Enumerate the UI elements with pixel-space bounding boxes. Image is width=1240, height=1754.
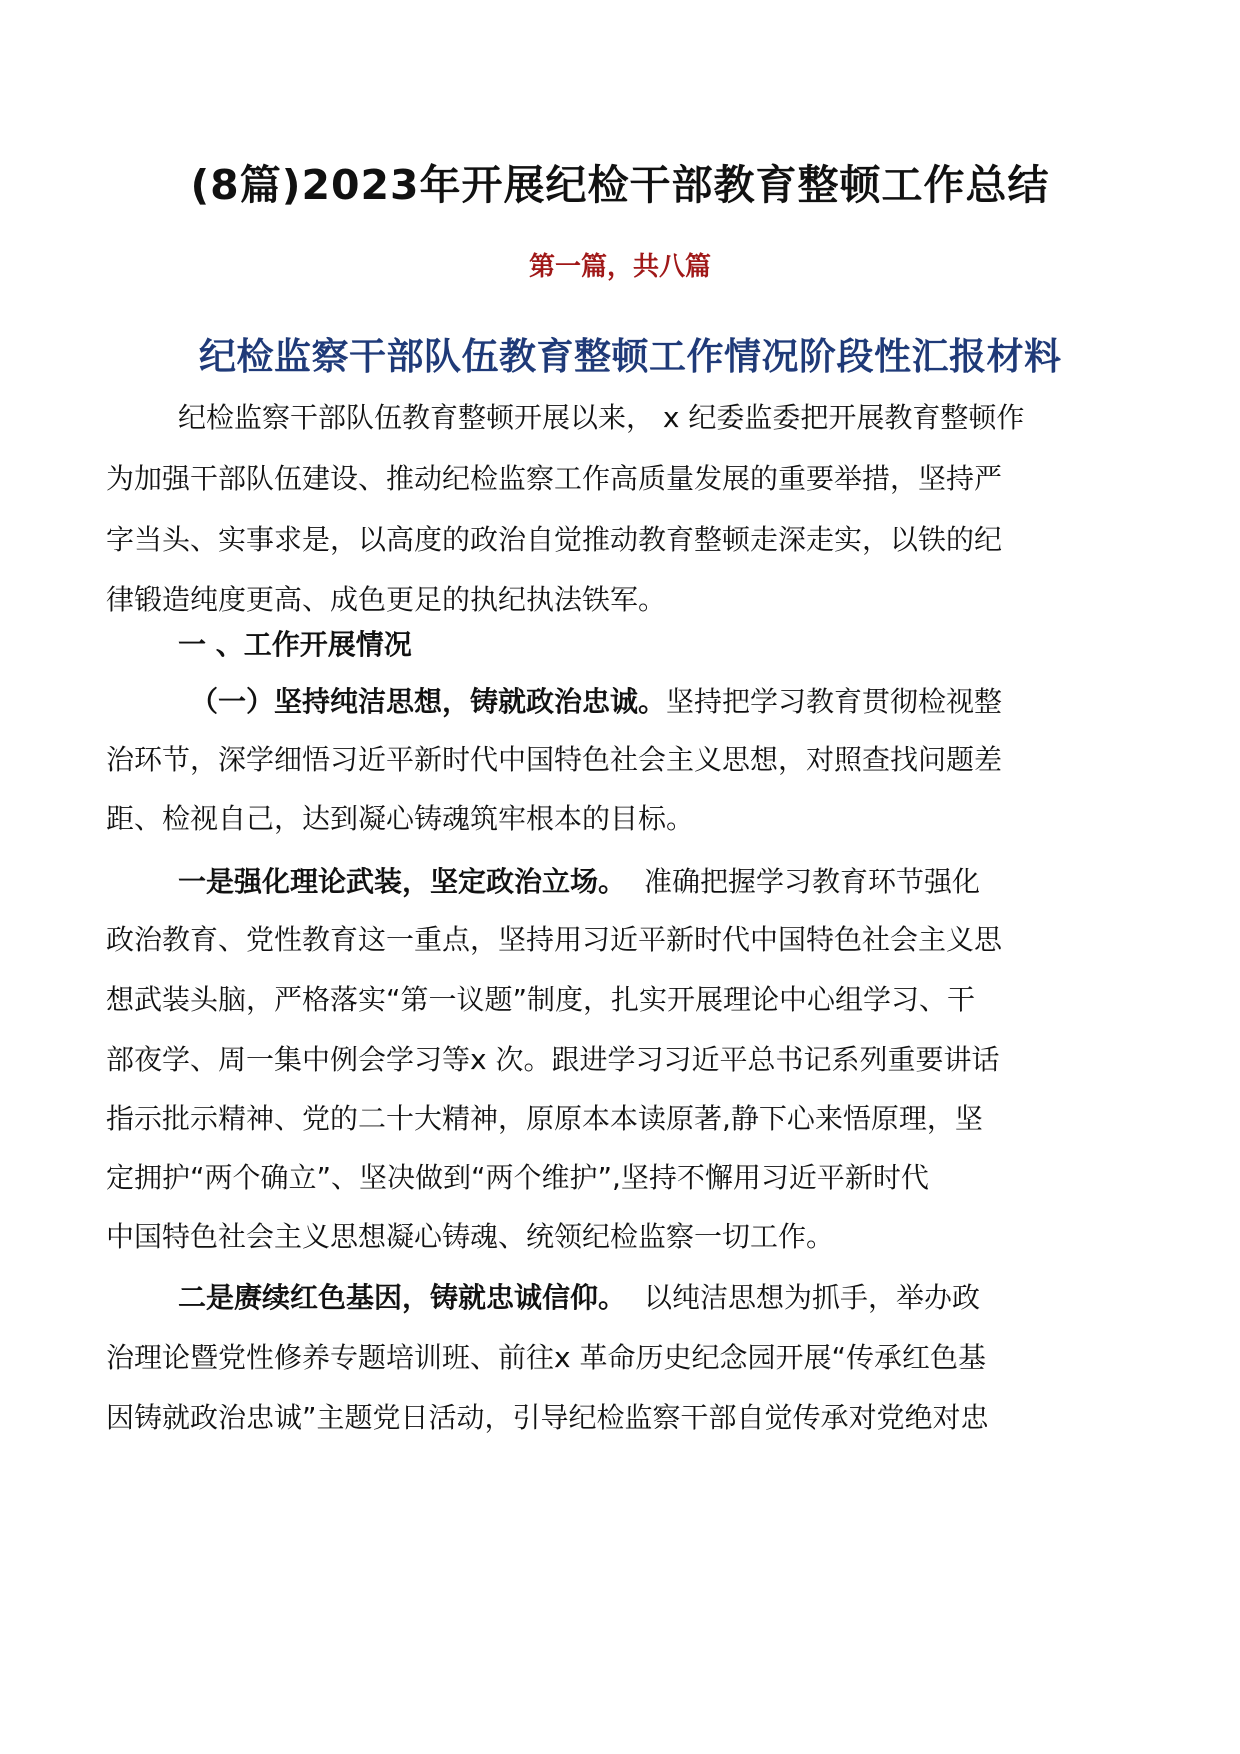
section-title: 纪检监察干部队伍教育整顿工作情况阶段性汇报材料	[199, 335, 1062, 378]
paragraph-line: 指示批示精神、党的二十大精神，原原本本读原著,静下心来悟原理，坚	[106, 1102, 983, 1135]
paragraph-text: 准确把握学习教育环节强化	[644, 865, 981, 898]
paragraph-line: 纪检监察干部队伍教育整顿开展以来， x 纪委监委把开展教育整顿作	[178, 401, 1025, 434]
paragraph-line-with-lead	[190, 682, 1190, 722]
subheading-lead: （一）坚持纯洁思想，铸就政治忠诚。	[190, 685, 667, 718]
paragraph-line: 定拥护“两个确立”、坚决做到“两个维护”,坚持不懈用习近平新时代	[106, 1161, 929, 1194]
paragraph-line: 政治教育、党性教育这一重点，坚持用习近平新时代中国特色社会主义思	[106, 923, 1003, 956]
paragraph-line: 律锻造纯度更高、成色更足的执纪执法铁军。	[106, 583, 667, 616]
subheading-lead: 二是赓续红色基因，铸就忠诚信仰。	[178, 1281, 627, 1314]
paragraph-line: 治环节，深学细悟习近平新时代中国特色社会主义思想，对照查找问题差	[106, 743, 1003, 776]
paragraph-line: 中国特色社会主义思想凝心铸魂、统领纪检监察一切工作。	[106, 1220, 835, 1253]
paragraph-line: 部夜学、周一集中例会学习等x 次。跟进学习习近平总书记系列重要讲话	[106, 1043, 1000, 1076]
paragraph-text: 坚持把学习教育贯彻检视整	[666, 685, 1003, 718]
paragraph-line: 因铸就政治忠诚”主题党日活动，引导纪检监察干部自觉传承对党绝对忠	[106, 1401, 989, 1434]
paragraph-line-with-lead	[178, 862, 980, 902]
paragraph-line: 治理论暨党性修养专题培训班、前往x 革命历史纪念园开展“传承红色基	[106, 1341, 986, 1374]
paragraph-text: 以纯洁思想为抓手，举办政	[644, 1281, 981, 1314]
subheading-lead: 一是强化理论武装，坚定政治立场。	[178, 865, 627, 898]
paragraph-line-with-lead	[178, 1278, 980, 1318]
paragraph-line: 为加强干部队伍建设、推动纪检监察工作高质量发展的重要举措，坚持严	[106, 462, 1003, 495]
paragraph-line: 想武装头脑，严格落实“第一议题”制度，扎实开展理论中心组学习、干	[106, 983, 976, 1016]
part-label: 第一篇，共八篇	[528, 252, 711, 282]
document-title: (8篇)2023年开展纪检干部教育整顿工作总结	[190, 161, 1050, 209]
paragraph-line: 字当头、实事求是，以高度的政治自觉推动教育整顿走深走实，以铁的纪	[106, 523, 1003, 556]
section-heading: 一 、工作开展情况	[178, 628, 412, 661]
paragraph-line: 距、检视自己，达到凝心铸魂筑牢根本的目标。	[106, 802, 695, 835]
